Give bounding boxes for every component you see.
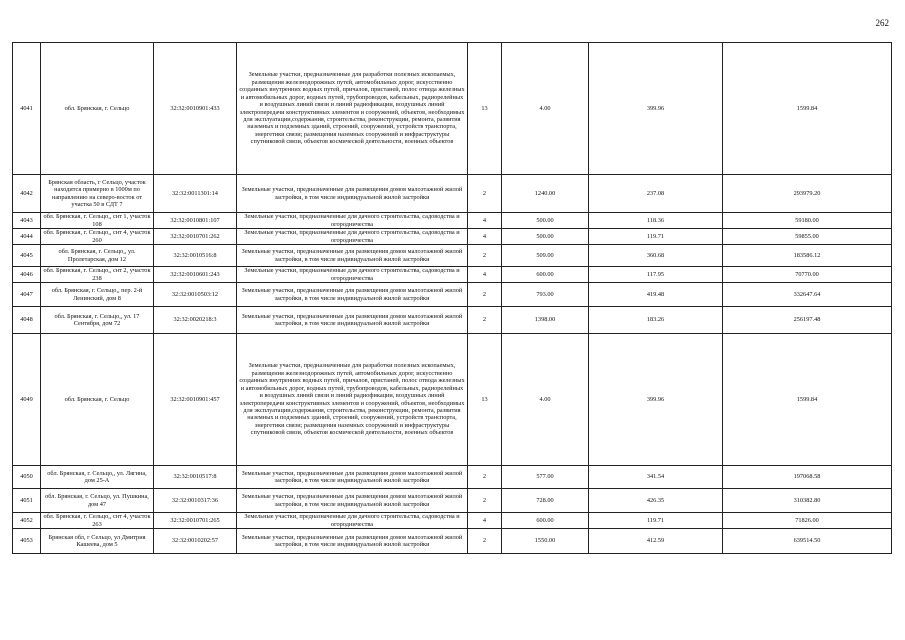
table-row — [13, 267, 892, 283]
row-number: 4041 — [13, 43, 41, 175]
use-group: 13 — [468, 43, 502, 175]
area: 600.00 — [502, 267, 589, 283]
land-use-purpose: Земельные участки, предназначенные для размещения домов малоэтажной жилой застройки, в том числе индивидуальной жилой застройки — [237, 307, 468, 334]
address-cell: обл. Брянская, г. Сельцо,, снт 2, участок 238 — [41, 267, 154, 283]
row-number: 4051 — [13, 489, 41, 513]
cadastral-number: 32:32:0010317:36 — [154, 489, 237, 513]
use-group: 2 — [468, 283, 502, 307]
specific-value: 183.26 — [589, 307, 723, 334]
table-row — [13, 283, 892, 307]
area: 4.00 — [502, 43, 589, 175]
address-cell: Брянская область, г Сельцо, участок находится примерно в 1000м по направлению на северо-восток от участка 50 в СДТ 7 — [41, 175, 154, 213]
use-group: 2 — [468, 489, 502, 513]
cadastral-number: 32:32:0011301:14 — [154, 175, 237, 213]
address-cell: обл. Брянская, г. Сельцо,, снт 4, участок 263 — [41, 513, 154, 529]
land-use-purpose: Земельные участки, предназначенные для размещения домов малоэтажной жилой застройки, в том числе индивидуальной жилой застройки — [237, 489, 468, 513]
table-row — [13, 529, 892, 554]
area: 500.00 — [502, 213, 589, 229]
area: 728.00 — [502, 489, 589, 513]
table-row — [13, 334, 892, 466]
cadastral-number: 32:32:0010517:8 — [154, 466, 237, 489]
row-number: 4045 — [13, 245, 41, 267]
area: 1398.00 — [502, 307, 589, 334]
table-row — [13, 466, 892, 489]
use-group: 4 — [468, 229, 502, 245]
area: 500.00 — [502, 229, 589, 245]
specific-value: 119.71 — [589, 229, 723, 245]
table-row — [13, 213, 892, 229]
address-cell: обл. Брянская, г. Сельцо,, ул. 17 Сентября, дом 72 — [41, 307, 154, 334]
cadastral-number: 32:32:0010503:12 — [154, 283, 237, 307]
specific-value: 118.36 — [589, 213, 723, 229]
table-row — [13, 43, 892, 175]
use-group: 4 — [468, 267, 502, 283]
land-use-purpose: Земельные участки, предназначенные для дачного строительства, садоводства и огородничества — [237, 229, 468, 245]
area: 1550.00 — [502, 529, 589, 554]
area: 600.00 — [502, 513, 589, 529]
cadastral-number: 32:32:0010901:457 — [154, 334, 237, 466]
cadastral-value: 256197.48 — [723, 307, 892, 334]
page-number: 262 — [875, 18, 889, 28]
cadastral-value: 59855.00 — [723, 229, 892, 245]
address-cell: обл. Брянская, г. Сельцо,, пер. 2-й Ленинский, дом 8 — [41, 283, 154, 307]
land-use-purpose: Земельные участки, предназначенные для разработки полезных ископаемых, размещения железнодорожных путей, автомобильных дорог, искусственно созданных внутренних водных путей, причалов, пристаней, полос отвода железных и автомобильных дорог, водных путей, трубопроводов, кабельных, радиорелейных и воздушных линий связи и линий радиофикации, воздушных линий электропередачи конструктивных элементов и сооружений, объектов, необходимых для эксплуатации,содержания, строительства, реконструкции, ремонта, развития наземных и подземных зданий, строений, сооружений, устройств транспорта, энергетики связи; размещения наземных сооружений и инфраструктуры спутниковой связи, объектов космической деятельности, военных объектов — [237, 334, 468, 466]
specific-value: 119.71 — [589, 513, 723, 529]
row-number: 4046 — [13, 267, 41, 283]
specific-value: 399.96 — [589, 334, 723, 466]
address-cell: обл. Брянская, г. Сельцо,, ул. Лягина, дом 25-А — [41, 466, 154, 489]
cadastral-number: 32:32:0010516:8 — [154, 245, 237, 267]
cadastral-value: 1599.84 — [723, 43, 892, 175]
row-number: 4043 — [13, 213, 41, 229]
area: 577.00 — [502, 466, 589, 489]
area: 509.00 — [502, 245, 589, 267]
use-group: 2 — [468, 529, 502, 554]
row-number: 4047 — [13, 283, 41, 307]
specific-value: 237.08 — [589, 175, 723, 213]
land-use-purpose: Земельные участки, предназначенные для дачного строительства, садоводства и огородничества — [237, 267, 468, 283]
table-row — [13, 489, 892, 513]
cadastral-number: 32:32:0010801:107 — [154, 213, 237, 229]
cadastral-table — [12, 42, 892, 554]
address-cell: обл. Брянская, г. Сельцо — [41, 334, 154, 466]
cadastral-value: 70770.00 — [723, 267, 892, 283]
land-use-purpose: Земельные участки, предназначенные для размещения домов малоэтажной жилой застройки, в том числе индивидуальной жилой застройки — [237, 175, 468, 213]
cadastral-number: 32:32:0010901:433 — [154, 43, 237, 175]
address-cell: обл. Брянская, г. Сельцо,, снт 1, участок 108 — [41, 213, 154, 229]
area: 4.00 — [502, 334, 589, 466]
row-number: 4042 — [13, 175, 41, 213]
specific-value: 360.68 — [589, 245, 723, 267]
cadastral-number: 32:32:0010601:243 — [154, 267, 237, 283]
row-number: 4053 — [13, 529, 41, 554]
address-cell: обл. Брянская, г. Сельцо,, снт 4, участок 260 — [41, 229, 154, 245]
row-number: 4048 — [13, 307, 41, 334]
table-row — [13, 229, 892, 245]
land-use-purpose: Земельные участки, предназначенные для размещения домов малоэтажной жилой застройки, в том числе индивидуальной жилой застройки — [237, 466, 468, 489]
use-group: 2 — [468, 245, 502, 267]
use-group: 2 — [468, 175, 502, 213]
table-row — [13, 307, 892, 334]
specific-value: 117.95 — [589, 267, 723, 283]
address-cell: обл. Брянская, г. Сельцо, ул. Пушкина, дом 47 — [41, 489, 154, 513]
cadastral-value: 59180.00 — [723, 213, 892, 229]
cadastral-value: 1599.84 — [723, 334, 892, 466]
cadastral-number: 32:32:0020218:3 — [154, 307, 237, 334]
address-cell: обл. Брянская, г. Сельцо — [41, 43, 154, 175]
land-use-purpose: Земельные участки, предназначенные для размещения домов малоэтажной жилой застройки, в том числе индивидуальной жилой застройки — [237, 245, 468, 267]
land-use-purpose: Земельные участки, предназначенные для дачного строительства, садоводства и огородничества — [237, 213, 468, 229]
row-number: 4044 — [13, 229, 41, 245]
specific-value: 399.96 — [589, 43, 723, 175]
row-number: 4050 — [13, 466, 41, 489]
address-cell: обл. Брянская, г. Сельцо,, ул. Пролетарская, дом 12 — [41, 245, 154, 267]
table-row — [13, 175, 892, 213]
specific-value: 341.54 — [589, 466, 723, 489]
use-group: 4 — [468, 213, 502, 229]
land-use-purpose: Земельные участки, предназначенные для разработки полезных ископаемых, размещения железнодорожных путей, автомобильных дорог, искусственно созданных внутренних водных путей, причалов, пристаней, полос отвода железных и автомобильных дорог, водных путей, трубопроводов, кабельных, радиорелейных и воздушных линий связи и линий радиофикации, воздушных линий электропередачи конструктивных элементов и сооружений, объектов, необходимых для эксплуатации,содержания, строительства, реконструкции, ремонта, развития наземных и подземных зданий, строений, сооружений, устройств транспорта, энергетики связи; размещения наземных сооружений и инфраструктуры спутниковой связи, объектов космической деятельности, военных объектов — [237, 43, 468, 175]
cadastral-number: 32:32:0010701:265 — [154, 513, 237, 529]
table-row — [13, 245, 892, 267]
cadastral-value: 293979.20 — [723, 175, 892, 213]
use-group: 4 — [468, 513, 502, 529]
area: 1240.00 — [502, 175, 589, 213]
cadastral-value: 71826.00 — [723, 513, 892, 529]
use-group: 13 — [468, 334, 502, 466]
cadastral-value: 183586.12 — [723, 245, 892, 267]
land-use-purpose: Земельные участки, предназначенные для размещения домов малоэтажной жилой застройки, в том числе индивидуальной жилой застройки — [237, 529, 468, 554]
cadastral-value: 639514.50 — [723, 529, 892, 554]
row-number: 4049 — [13, 334, 41, 466]
address-cell: Брянская обл, г Сельцо, ул Дмитрия Кашеева, дом 5 — [41, 529, 154, 554]
specific-value: 419.48 — [589, 283, 723, 307]
cadastral-number: 32:32:0010202:57 — [154, 529, 237, 554]
land-use-purpose: Земельные участки, предназначенные для дачного строительства, садоводства и огородничества — [237, 513, 468, 529]
cadastral-number: 32:32:0010701:262 — [154, 229, 237, 245]
area: 793.00 — [502, 283, 589, 307]
row-number: 4052 — [13, 513, 41, 529]
use-group: 2 — [468, 307, 502, 334]
cadastral-value: 310382.80 — [723, 489, 892, 513]
land-use-purpose: Земельные участки, предназначенные для размещения домов малоэтажной жилой застройки, в том числе индивидуальной жилой застройки — [237, 283, 468, 307]
specific-value: 426.35 — [589, 489, 723, 513]
cadastral-value: 197068.58 — [723, 466, 892, 489]
specific-value: 412.59 — [589, 529, 723, 554]
cadastral-value: 332647.64 — [723, 283, 892, 307]
table-row — [13, 513, 892, 529]
use-group: 2 — [468, 466, 502, 489]
